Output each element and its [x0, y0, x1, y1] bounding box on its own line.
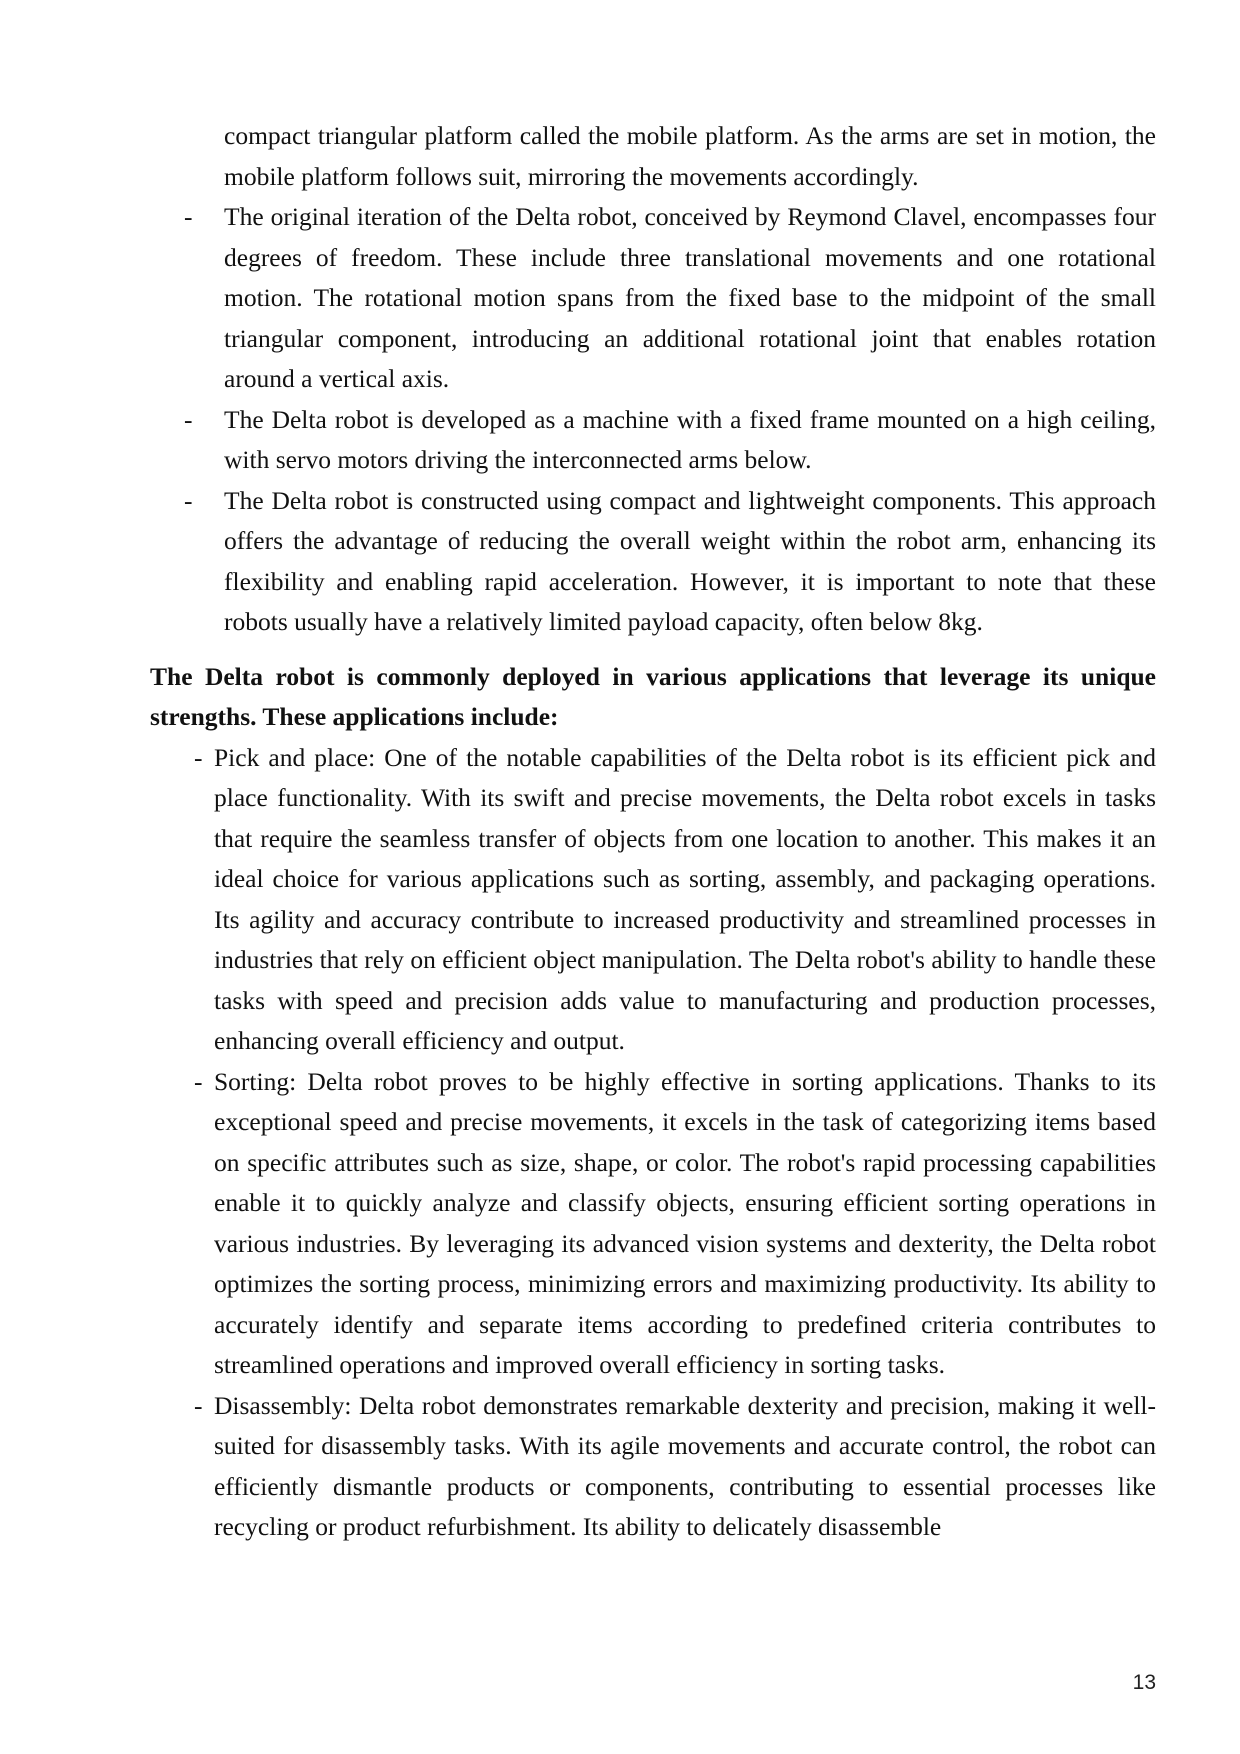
- applications-heading: The Delta robot is commonly deployed in various applications that leverage its unique strengths. These applications include:: [150, 661, 1156, 731]
- list-item-text: The Delta robot is constructed using compact and lightweight components. This approach offers the advantage of reducing the overall weight within the robot arm, enhancing its flexibility and enabling rapid acceleration. However, it is important to note that these robots usually have a relatively limited payload capacity, often below 8kg.: [224, 485, 1156, 636]
- list-marker: -: [184, 485, 193, 515]
- feature-list: [150, 197, 1156, 643]
- list-item-text: Pick and place: One of the notable capabilities of the Delta robot is its efficient pick and place functionality. With its swift and precise movements, the Delta robot excels in tasks that require the seamless transfer of objects from one location to another. This makes it an ideal choice for various applications such as sorting, assembly, and packaging operations. Its agility and accuracy contribute to increased productivity and streamlined processes in industries that rely on efficient object manipulation. The Delta robot's ability to handle these tasks with speed and precision adds value to manufacturing and production processes, enhancing overall efficiency and output.: [214, 742, 1156, 1055]
- list-marker: -: [184, 404, 193, 434]
- applications-list: [150, 738, 1156, 1548]
- page-number: 13: [1132, 1671, 1156, 1694]
- list-item-text: The original iteration of the Delta robot, conceived by Reymond Clavel, encompasses four degrees of freedom. These include three translational movements and one rotational motion. The rotational motion spans from the fixed base to the midpoint of the small triangular component, introducing an additional rotational joint that enables rotation around a vertical axis.: [224, 202, 1156, 393]
- list-item: [150, 481, 1156, 643]
- list-marker: -: [194, 1390, 203, 1420]
- list-item: [150, 1386, 1156, 1548]
- continuation-paragraph: compact triangular platform called the mobile platform. As the arms are set in motion, the mobile platform follows suit, mirroring the movements accordingly.: [224, 121, 1156, 191]
- list-marker: -: [194, 1066, 203, 1096]
- body-text: [150, 116, 1156, 1548]
- list-item: [150, 400, 1156, 481]
- list-marker: -: [184, 202, 193, 231]
- list-item: [150, 738, 1156, 1062]
- list-item-text: Disassembly: Delta robot demonstrates remarkable dexterity and precision, making it well-suited for disassembly tasks. With its agile movements and accurate control, the robot can efficiently dismantle products or components, contributing to essential processes like recycling or product refurbishment. Its ability to delicately disassemble: [214, 1390, 1156, 1541]
- list-item: [150, 197, 1156, 400]
- list-item-text: Sorting: Delta robot proves to be highly effective in sorting applications. Thanks to its exceptional speed and precise movements, it excels in the task of categorizing items based on specific attributes such as size, shape, or color. The robot's rapid processing capabilities enable it to quickly analyze and classify objects, ensuring efficient sorting operations in various industries. By leveraging its advanced vision systems and dexterity, the Delta robot optimizes the sorting process, minimizing errors and maximizing productivity. Its ability to accurately identify and separate items according to predefined criteria contributes to streamlined operations and improved overall efficiency in sorting tasks.: [214, 1066, 1156, 1379]
- list-item: [150, 1062, 1156, 1386]
- list-item-text: The Delta robot is developed as a machine with a fixed frame mounted on a high ceiling, with servo motors driving the interconnected arms below.: [224, 404, 1156, 474]
- list-marker: -: [194, 742, 203, 772]
